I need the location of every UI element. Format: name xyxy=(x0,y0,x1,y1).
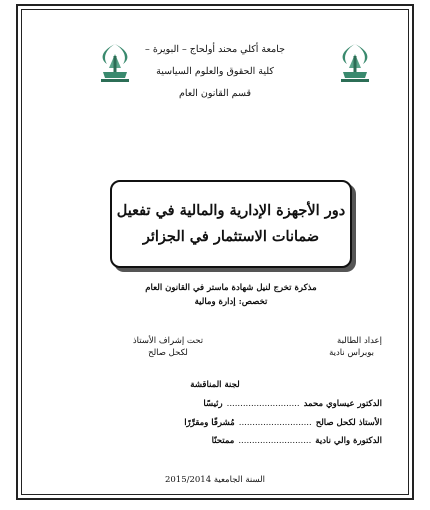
university-logo-right xyxy=(335,42,375,84)
supervision-label: تحت إشراف الأستاذ xyxy=(132,336,204,346)
committee-member-name: الأستاذ لكحل صالح xyxy=(315,418,382,428)
thesis-title-line-1: دور الأجهزة الإدارية والمالية في تفعيل xyxy=(116,202,346,219)
student-name: بوبراس نادية xyxy=(329,348,374,358)
thesis-title-box xyxy=(110,180,352,268)
committee-member-row xyxy=(112,399,382,410)
committee-member-role: ممتحنًا xyxy=(211,436,235,446)
prepared-by-label: إعداد الطالبة xyxy=(337,336,382,346)
committee-member-row xyxy=(112,436,382,447)
committee-title: لجنة المناقشة xyxy=(190,380,240,390)
memo-specialty: تخصص: إدارة ومالية xyxy=(194,297,268,307)
committee-member-row xyxy=(112,418,382,429)
supervisor-name: لكحل صالح xyxy=(148,348,188,358)
university-name: جامعة أكلي محند أولحاج – البويرة – xyxy=(145,44,285,55)
university-logo-left xyxy=(95,42,135,84)
memo-description: مذكرة تخرج لنيل شهادة ماستر في القانون العام xyxy=(145,283,317,293)
committee-member-role: رئيسًا xyxy=(203,399,223,409)
academic-year: السنة الجامعية 2015/2014 xyxy=(164,475,265,485)
faculty-name: كلية الحقوق والعلوم السياسية xyxy=(156,66,274,77)
committee-member-name: الدكتورة والي نادية xyxy=(315,436,382,446)
committee-member-role: مُشرفًا ومقرِّرًا xyxy=(184,418,235,428)
university-logo-icon xyxy=(95,42,135,84)
committee-member-name: الدكتور عيساوي محمد xyxy=(303,399,382,409)
committee-dots: ........................... xyxy=(238,436,312,446)
committee-dots: ........................... xyxy=(226,399,300,409)
thesis-title-line-2: ضمانات الاستثمار في الجزائر xyxy=(142,228,320,245)
committee-dots: ........................... xyxy=(238,418,312,428)
department-name: قسم القانون العام xyxy=(178,88,252,99)
university-logo-icon xyxy=(335,42,375,84)
